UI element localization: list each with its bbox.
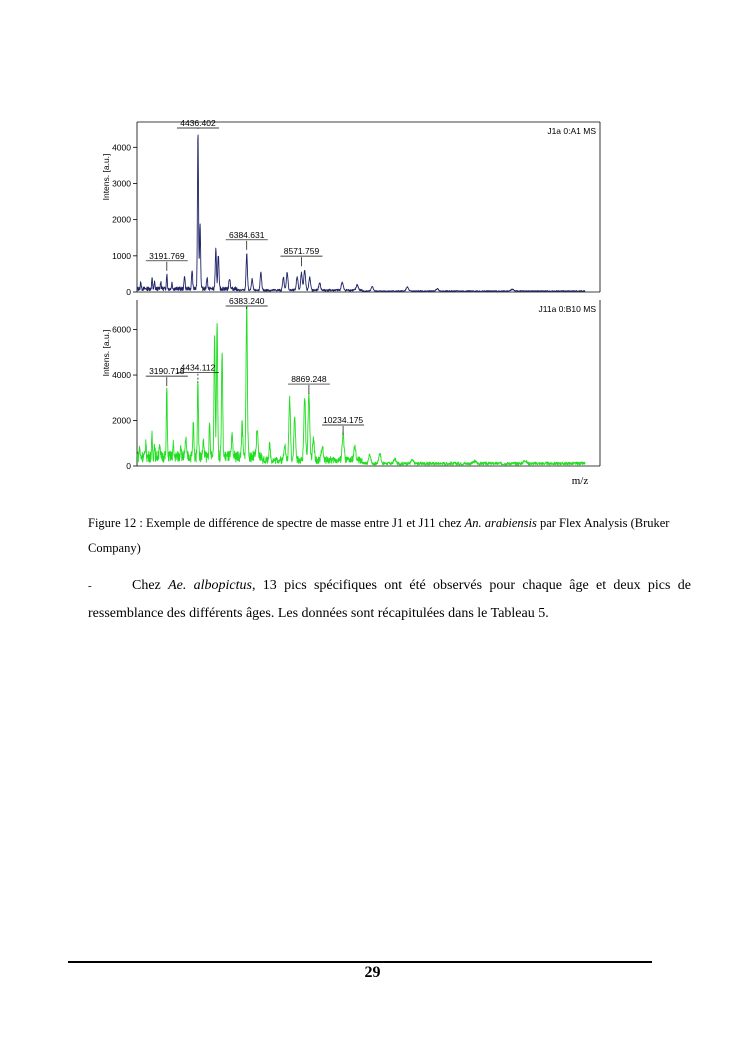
peak-label: 8571.759 — [283, 246, 320, 257]
y-axis-label: Intens. [a.u.] — [101, 153, 111, 201]
peak-label: 6384.631 — [229, 229, 265, 240]
body-paragraph — [88, 572, 691, 627]
x-axis-label: m/z — [571, 475, 589, 487]
mass-spectra-figure — [100, 112, 620, 497]
peak-label: 8869.248 — [291, 374, 327, 385]
y-tick-label: 0 — [126, 287, 131, 297]
footer-rule — [68, 961, 652, 963]
y-tick-label: 6000 — [112, 324, 131, 335]
y-axis-label: Intens. [a.u.] — [101, 329, 111, 377]
figure-caption — [88, 511, 696, 561]
spectrum-label: J11a 0:B10 MS — [538, 304, 596, 314]
y-tick-label: 3000 — [112, 178, 131, 189]
y-tick-label: 1000 — [112, 250, 131, 261]
y-tick-label: 2000 — [112, 415, 131, 426]
y-tick-label: 2000 — [112, 214, 131, 225]
peak-label: 4434.112 — [180, 362, 216, 373]
paragraph-species: Ae. albopictus — [168, 578, 252, 593]
spectrum-label: J1a 0:A1 MS — [547, 126, 596, 136]
caption-text-before: Figure 12 : Exemple de différence de spectre de masse entre J1 et J11 chez — [88, 516, 465, 530]
peak-label: 4436.402 — [180, 118, 216, 128]
list-dash: - — [88, 580, 92, 592]
y-tick-label: 0 — [126, 461, 131, 471]
page-number: 29 — [364, 964, 381, 981]
peak-label: 3190.718 — [149, 366, 185, 377]
peak-label: 3191.769 — [149, 250, 185, 261]
paragraph-rest: , 13 pics spécifiques ont été observés pour chaque âge et deux pics de ressemblance des différents âges. Les données sont récapitulées dans le Tableau 5. — [88, 578, 691, 621]
caption-text-after: par Flex Analysis (Bruker Company) — [88, 516, 670, 555]
paragraph-lead: Chez — [132, 578, 169, 593]
peak-label: 10234.175 — [322, 414, 364, 425]
peak-label: 6383.240 — [228, 296, 265, 306]
caption-species: An. arabiensis — [464, 516, 537, 530]
y-tick-label: 4000 — [112, 142, 131, 153]
y-tick-label: 4000 — [112, 370, 131, 381]
